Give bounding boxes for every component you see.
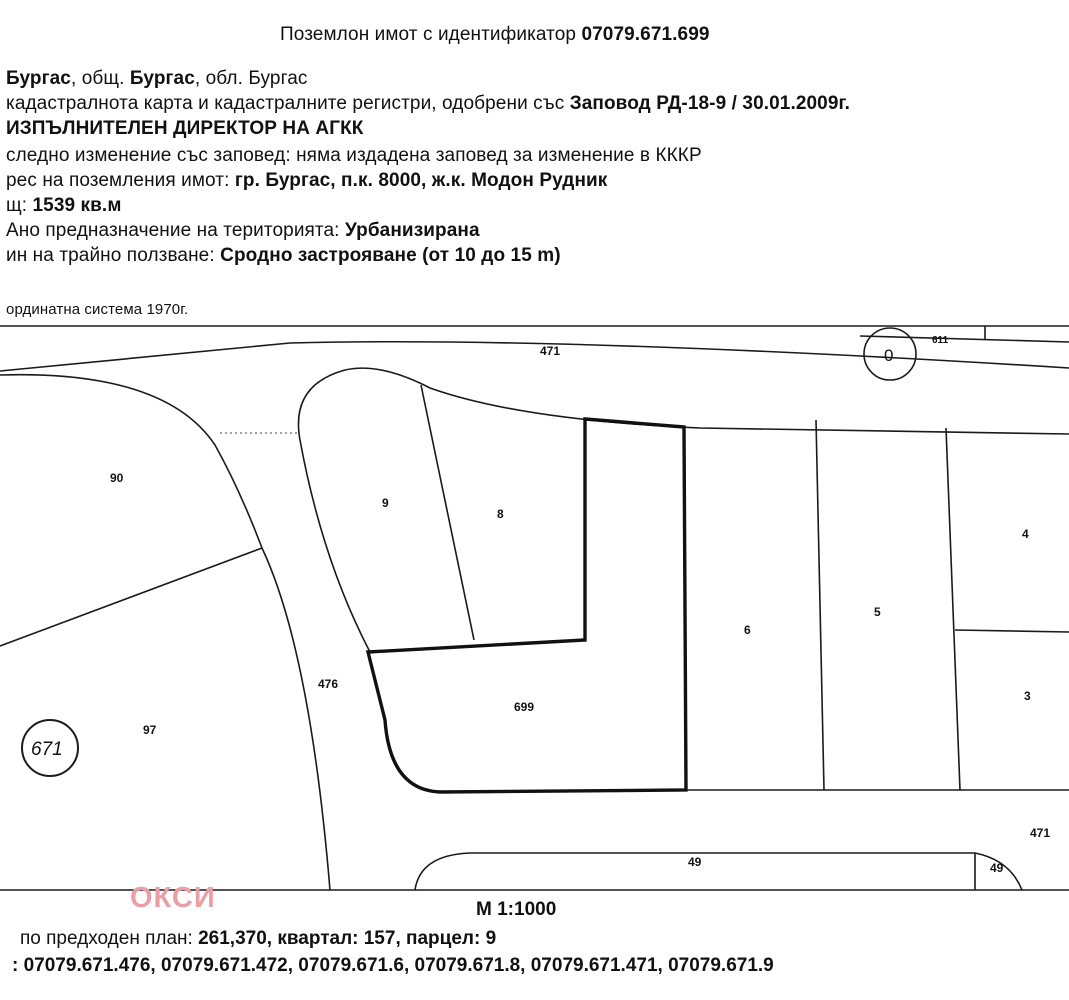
previous-plan-value: 261,370, квартал: 157, парцел: 9	[198, 928, 497, 949]
label-471-top: 471	[540, 344, 561, 358]
director-line: ИЗПЪЛНИТЕЛЕН ДИРЕКТОР НА АГКК	[6, 118, 364, 139]
map-scale: М 1:1000	[476, 899, 557, 920]
label-3: 3	[1024, 689, 1031, 703]
previous-plan-line	[20, 928, 496, 950]
watermark-okси: ОКСИ	[130, 882, 216, 914]
location-town: Бургас	[6, 68, 71, 89]
area-label: щ:	[6, 195, 33, 216]
location-obshtina: Бургас	[129, 68, 195, 89]
address-value: гр. Бургас, п.к. 8000, ж.к. Модон Рудник	[234, 170, 608, 191]
approval-order: Заповод РД-18-9 / 30.01.2009г.	[569, 93, 850, 114]
boundary-5-4	[946, 428, 960, 790]
label-5: 5	[874, 605, 881, 619]
parcel-699-outline	[368, 419, 686, 792]
label-471-right: 471	[1030, 826, 1051, 840]
adjacent-parcels: : 07079.671.476, 07079.671.472, 07079.671.6, 07079.671.8, 07079.671.471, 07079.671.9	[12, 955, 774, 976]
location-oblast: Бургас	[248, 68, 308, 89]
label-476: 476	[318, 677, 339, 691]
label-4: 4	[1022, 527, 1029, 541]
boundary-9-8	[421, 385, 474, 640]
previous-plan-label: по предходен план:	[20, 928, 199, 949]
label-0: 0	[884, 346, 894, 365]
usage-value: Сродно застрояване (от 10 до 15 m)	[220, 245, 561, 266]
label-97: 97	[143, 723, 157, 737]
area-value: 1539 кв.м	[32, 195, 122, 216]
coordinate-system: ординатна система 1970г.	[6, 301, 189, 318]
block-49-edge	[415, 853, 1022, 890]
address-label: рес на поземления имот:	[6, 170, 235, 191]
road-471-top-boundary	[0, 342, 1069, 371]
purpose-label: Ано предназначение на територията:	[6, 220, 345, 241]
location-sep-2: , обл.	[194, 68, 249, 89]
road-611-line	[860, 336, 1069, 342]
label-49b: 49	[990, 861, 1004, 875]
label-611: 611	[932, 335, 949, 346]
boundary-4-3	[955, 630, 1069, 632]
approval-text: кадастралнота карта и кадастралните регистри, одобрени със	[6, 93, 570, 114]
purpose-value: Урбанизирана	[344, 220, 480, 241]
parcel-identifier: 07079.671.699	[581, 24, 710, 45]
label-9: 9	[382, 496, 389, 510]
title-prefix: Поземлон имот с идентификатор	[280, 24, 582, 45]
block-97-edge	[262, 548, 330, 890]
boundary-90-97	[0, 548, 262, 646]
location-sep-1: , общ.	[70, 68, 130, 89]
label-671: 671	[31, 739, 63, 760]
label-699: 699	[514, 700, 535, 714]
boundary-6-5	[816, 420, 824, 790]
label-90: 90	[110, 471, 124, 485]
usage-label: ин на трайно ползване:	[6, 245, 221, 266]
label-6: 6	[744, 623, 751, 637]
label-8: 8	[497, 507, 504, 521]
last-change-line: следно изменение със заповед: няма издадена заповед за изменение в КККР	[6, 145, 702, 166]
label-49: 49	[688, 855, 702, 869]
block-90-edge	[0, 375, 262, 548]
